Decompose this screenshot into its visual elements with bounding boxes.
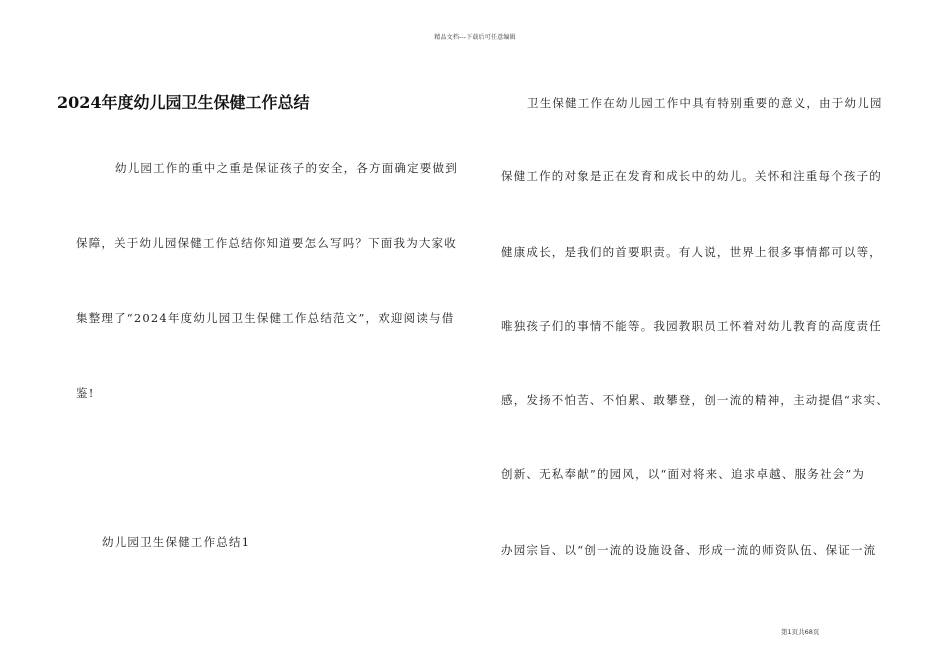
right-paragraph-line-6: 创新、无私奉献”的园风，以“面对将来、追求卓越、服务社会”为 (501, 467, 866, 481)
right-paragraph-line-5: 感，发扬不怕苦、不怕累、敢攀登，创一流的精神，主动提倡“求实、 (501, 393, 890, 407)
right-paragraph-line-4: 唯独孩子们的事情不能等。我园教职员工怀着对幼儿教育的高度责任 (501, 319, 882, 333)
right-paragraph-line-3: 健康成长，是我们的首要职责。有人说，世界上很多事情都可以等， (501, 245, 882, 259)
left-paragraph-line-1: 幼儿园工作的重中之重是保证孩子的安全，各方面确定要做到 (115, 161, 458, 175)
right-paragraph-line-7: 办园宗旨、以“创一流的设施设备、形成一流的师资队伍、保证一流 (501, 543, 877, 557)
page-header: 精品文档---下载后可任意编辑 (434, 34, 516, 41)
document-title: 2024年度幼儿园卫生保健工作总结 (57, 93, 310, 112)
page-footer: 第1页共68页 (781, 628, 820, 636)
left-paragraph-line-4: 鉴! (76, 386, 95, 400)
left-paragraph-line-2: 保障，关于幼儿园保健工作总结你知道要怎么写吗？下面我为大家收 (76, 236, 457, 250)
left-paragraph-line-3: 集整理了“2024年度幼儿园卫生保健工作总结范文”，欢迎阅读与借 (76, 311, 455, 325)
right-paragraph-line-1: 卫生保健工作在幼儿园工作中具有特别重要的意义，由于幼儿园 (527, 96, 883, 110)
section-heading: 幼儿园卫生保健工作总结1 (102, 535, 251, 549)
right-paragraph-line-2: 保健工作的对象是正在发育和成长中的幼儿。关怀和注重每个孩子的 (501, 169, 882, 183)
